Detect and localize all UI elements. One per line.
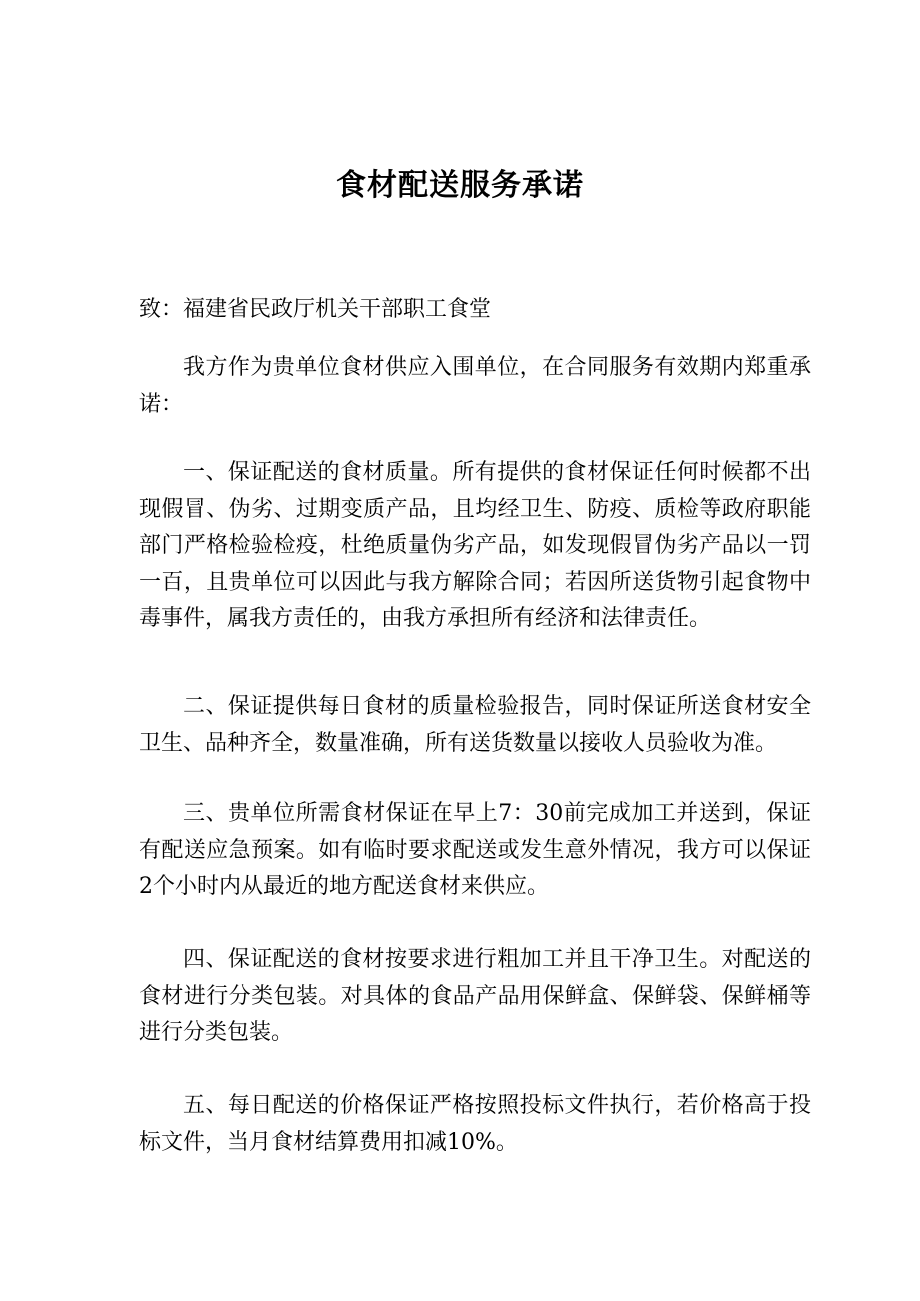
intro-paragraph: 我方作为贵单位食材供应入围单位，在合同服务有效期内郑重承诺： [139, 355, 811, 417]
commitment-item-1: 一、保证配送的食材质量。所有提供的食材保证任何时候都不出现假冒、伪劣、过期变质产品，且均经卫生、防疫、质检等政府职能部门严格检验检疫，杜绝质量伪劣产品，如发现假冒伪劣产品以一罚一百，且贵单位可以因此与我方解除合同；若因所送货物引起食物中毒事件，属我方责任的，由我方承担所有经济和法律责任。 [139, 460, 811, 631]
addressee-line: 致：福建省民政厅机关干部职工食堂 [139, 297, 492, 322]
commitment-item-4: 四、保证配送的食材按要求进行粗加工并且干净卫生。对配送的食材进行分类包装。对具体的食品产品用保鲜盒、保鲜袋、保鲜桶等进行分类包装。 [139, 947, 811, 1045]
commitment-item-5: 五、每日配送的价格保证严格按照投标文件执行，若价格高于投标文件，当月食材结算费用扣减10%。 [139, 1093, 811, 1155]
commitment-item-2: 二、保证提供每日食材的质量检验报告，同时保证所送食材安全卫生、品种齐全，数量准确，所有送货数量以接收人员验收为准。 [139, 694, 811, 756]
commitment-item-3: 三、贵单位所需食材保证在早上7：30前完成加工并送到，保证有配送应急预案。如有临时要求配送或发生意外情况，我方可以保证2个小时内从最近的地方配送食材来供应。 [139, 801, 811, 899]
document-title: 食材配送服务承诺 [336, 168, 584, 203]
